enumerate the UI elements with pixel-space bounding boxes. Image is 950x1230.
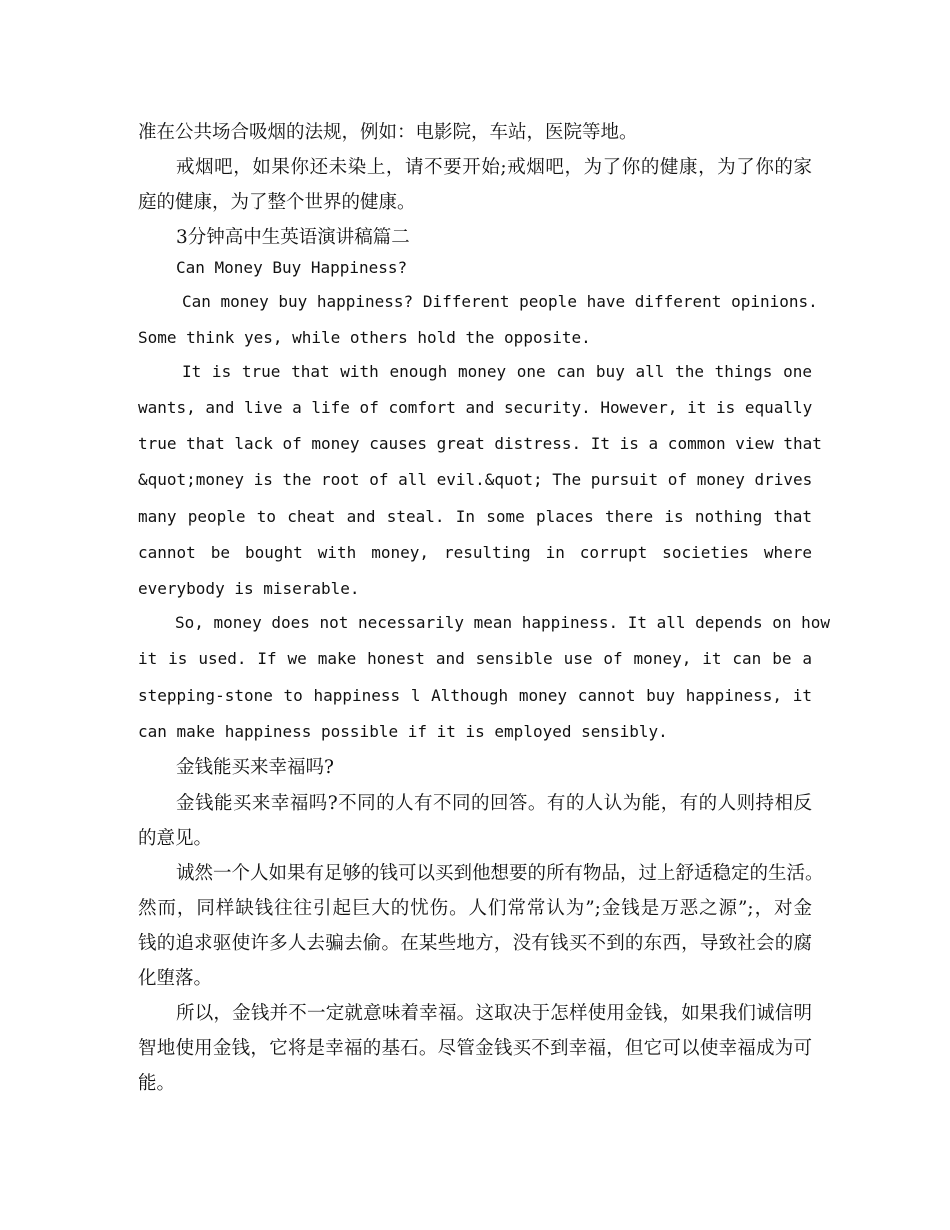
chinese-paragraph-2-line: 钱的追求驱使许多人去骗去偷。在某些地方，没有钱买不到的东西，导致社会的腐 bbox=[138, 933, 812, 954]
english-paragraph-2-line: true that lack of money causes great distress. It is a common view that bbox=[138, 434, 822, 453]
chinese-paragraph-2-line: 化堕落。 bbox=[138, 968, 213, 989]
chinese-paragraph-3-line: 智地使用金钱，它将是幸福的基石。尽管金钱买不到幸福，但它可以使幸福成为可 bbox=[138, 1038, 812, 1059]
english-paragraph-1-line: Some think yes, while others hold the opposite. bbox=[138, 328, 591, 347]
chinese-paragraph-1-line: 的意见。 bbox=[138, 828, 213, 849]
chinese-paragraph-3-line: 能。 bbox=[138, 1073, 176, 1094]
smoking-paragraph-line: 庭的健康，为了整个世界的健康。 bbox=[138, 192, 416, 213]
chinese-paragraph-2-line: 然而，同样缺钱往往引起巨大的忧伤。人们常常认为”;金钱是万恶之源”;，对金 bbox=[138, 898, 812, 919]
chinese-paragraph-3-line: 所以，金钱并不一定就意味着幸福。这取决于怎样使用金钱，如果我们诚信明 bbox=[176, 1003, 812, 1024]
smoking-paragraph-line: 戒烟吧，如果你还未染上，请不要开始;戒烟吧，为了你的健康，为了你的家 bbox=[176, 157, 812, 178]
english-paragraph-3-line: So, money does not necessarily mean happiness. It all depends on how bbox=[175, 613, 831, 632]
english-paragraph-2-line: wants, and live a life of comfort and security. However, it is equally bbox=[138, 398, 813, 417]
english-paragraph-2-line: many people to cheat and steal. In some places there is nothing that bbox=[138, 507, 812, 526]
english-paragraph-2-line: everybody is miserable. bbox=[138, 579, 360, 598]
english-paragraph-3-line: can make happiness possible if it is employed sensibly. bbox=[138, 722, 668, 741]
english-paragraph-3-line: stepping-stone to happiness l Although money cannot buy happiness, it bbox=[138, 686, 812, 705]
english-paragraph-3-line: it is used. If we make honest and sensible use of money, it can be a bbox=[138, 649, 812, 668]
chinese-paragraph-2-line: 诚然一个人如果有足够的钱可以买到他想要的所有物品，过上舒适稳定的生活。 bbox=[176, 863, 824, 884]
section-heading: 3分钟高中生英语演讲稿篇二 bbox=[176, 227, 410, 248]
english-paragraph-1-line: Can money buy happiness? Different people have different opinions. bbox=[182, 292, 818, 311]
english-paragraph-2-line: &quot;money is the root of all evil.&quot; The pursuit of money drives bbox=[138, 470, 813, 489]
smoking-tail-line: 准在公共场合吸烟的法规，例如：电影院，车站，医院等地。 bbox=[138, 122, 638, 143]
chinese-title: 金钱能买来幸福吗? bbox=[176, 757, 334, 778]
english-paragraph-2-line: It is true that with enough money one can buy all the things one bbox=[182, 362, 812, 381]
chinese-paragraph-1-line: 金钱能买来幸福吗?不同的人有不同的回答。有的人认为能，有的人则持相反 bbox=[176, 793, 812, 814]
english-paragraph-2-line: cannot be bought with money, resulting in corrupt societies where bbox=[138, 543, 812, 562]
english-title: Can Money Buy Happiness? bbox=[176, 258, 408, 277]
